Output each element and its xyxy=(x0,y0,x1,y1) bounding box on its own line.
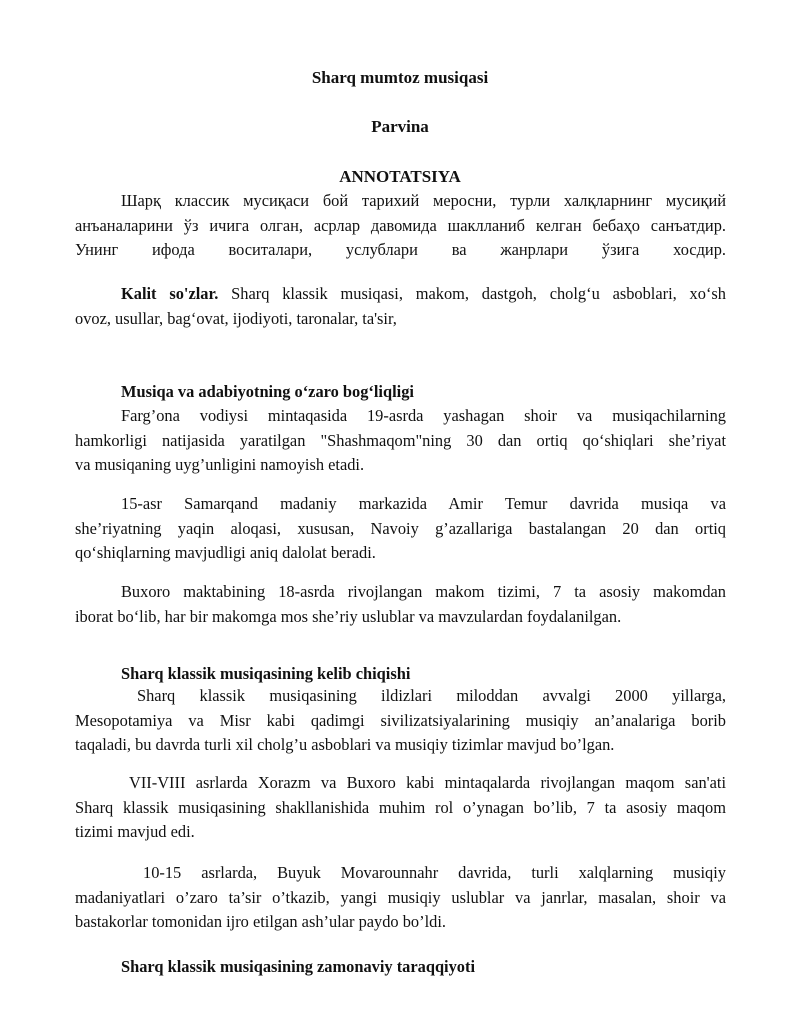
text-line: Унинг ифода воситалари, услублари ва жанрлари ўзига хосдир. xyxy=(75,240,726,259)
text-line: Buxoro maktabining 18-asrda rivojlangan makom tizimi, 7 ta asosiy makomdan xyxy=(121,582,726,601)
keywords-label: Kalit so'zlar. xyxy=(121,284,219,303)
section1-paragraph-1 xyxy=(75,404,726,478)
text-line: Sharq klassik musiqasining shakllanishida muhim rol o’ynagan bo’lib, 7 ta asosiy maqom xyxy=(75,797,726,817)
section-heading-literature: Musiqa va adabiyotning o‘zaro bog‘liqligi xyxy=(121,382,414,401)
section-heading-modern: Sharq klassik musiqasining zamonaviy taraqqiyoti xyxy=(121,957,476,976)
text-line: VII-VIII asrlarda Xorazm va Buxoro kabi mintaqalarda rivojlangan maqom san'ati xyxy=(129,773,726,792)
text-line: 10-15 asrlarda, Buyuk Movarounnahr davrida, turli xalqlarning musiqiy xyxy=(143,863,726,882)
document-author: Parvina xyxy=(371,117,429,136)
text-line: madaniyatlari o’zaro ta’sir o’tkazib, yangi musiqiy uslublar va janrlar, masalan, shoir va xyxy=(75,887,726,907)
text-line xyxy=(75,282,726,307)
text-line: va musiqaning uyg’unligini namoyish etadi. xyxy=(75,455,365,474)
text-line: ovoz, usullar, bag‘ovat, ijodiyoti, taronalar, ta'sir, xyxy=(75,308,397,328)
text-line: tizimi mavjud edi. xyxy=(75,822,195,841)
text-line: Шарқ классик мусиқаси бой тарихий меросни, турли халқларнинг мусиқий xyxy=(121,191,726,210)
annotation-heading: ANNOTATSIYA xyxy=(339,167,461,186)
text-line: she’riyatning yaqin aloqasi, xususan, Navoiy g’azallariga bastalangan 20 dan ortiq xyxy=(75,518,726,538)
text-line: iborat bo‘lib, har bir makomga mos she’riy uslublar va mavzulardan foydalanilgan. xyxy=(75,606,622,626)
keywords-text: Sharq klassik musiqasi, makom, dastgoh, cholg‘u asboblari, xo‘sh xyxy=(231,284,726,303)
section1-paragraph-2 xyxy=(75,492,726,566)
text-line: hamkorligi natijasida yaratilgan "Shashmaqom"ning 30 dan ortiq qo‘shiqlari she’riyat xyxy=(75,430,726,450)
section2-paragraph-3 xyxy=(75,861,726,935)
document-title: Sharq mumtoz musiqasi xyxy=(311,68,489,87)
text-line: Farg’ona vodiysi mintaqasida 19-asrda yashagan shoir va musiqachilarning xyxy=(121,406,726,425)
text-line: анъаналарини ўз ичига олган, асрлар давомида шаклланиб келган бебаҳо санъатдир. xyxy=(75,215,726,235)
section-heading-origins: Sharq klassik musiqasining kelib chiqishi xyxy=(121,664,411,683)
annotation-paragraph xyxy=(75,189,726,263)
text-line: bastakorlar tomonidan ijro etilgan ash’ular paydo bo’ldi. xyxy=(75,912,446,931)
section2-paragraph-2 xyxy=(75,771,726,845)
text-line: taqaladi, bu davrda turli xil cholg’u asboblari va musiqiy tizimlar mavjud bo’lgan. xyxy=(75,735,615,754)
keywords-paragraph xyxy=(75,282,726,331)
text-line: qo‘shiqlarning mavjudligi aniq dalolat beradi. xyxy=(75,543,376,562)
section2-paragraph-1 xyxy=(75,684,726,758)
text-line: 15-asr Samarqand madaniy markazida Amir Temur davrida musiqa va xyxy=(121,494,726,513)
text-line: Mesopotamiya va Misr kabi qadimgi sivilizatsiyalarining musiqiy an’analariga borib xyxy=(75,710,726,730)
text-line: Sharq klassik musiqasining ildizlari miloddan avvalgi 2000 yillarga, xyxy=(137,686,726,705)
section1-paragraph-3 xyxy=(75,580,726,629)
